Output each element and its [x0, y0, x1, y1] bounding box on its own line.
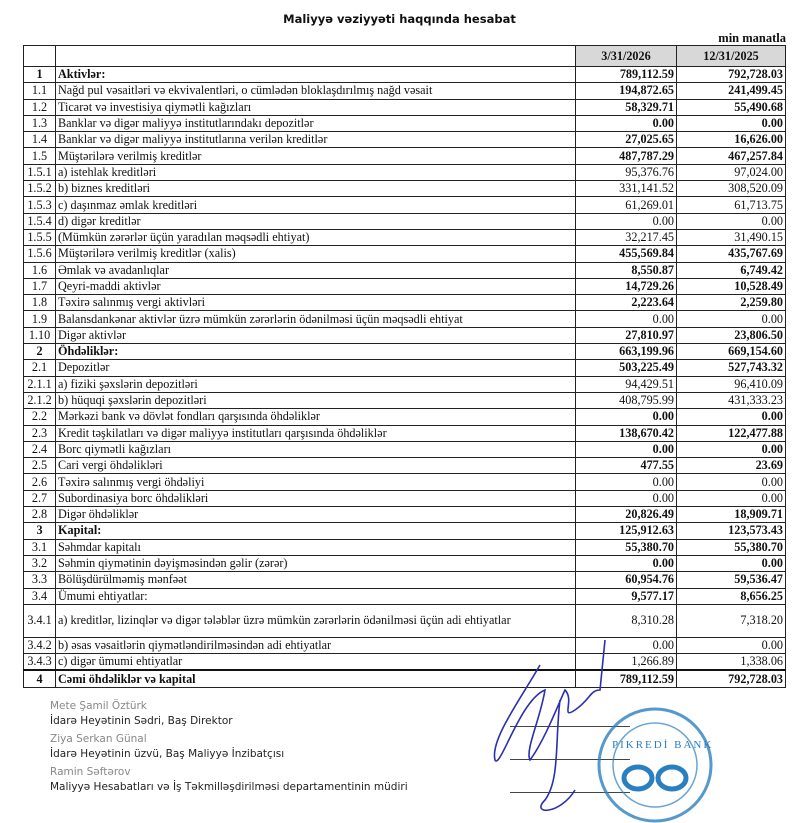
- value-3-31-2026: 0.00: [576, 490, 677, 506]
- row-number: 2.1.2: [24, 392, 56, 408]
- row-number: 2: [24, 344, 56, 360]
- row-number: 1.7: [24, 278, 56, 294]
- row-label: Subordinasiya borc öhdəlikləri: [56, 490, 576, 506]
- value-3-31-2026: 125,912.63: [576, 523, 677, 539]
- row-number: 1.8: [24, 295, 56, 311]
- value-12-31-2025: 308,520.09: [677, 181, 786, 197]
- signatory-name: Mete Şamil Öztürk: [50, 700, 147, 712]
- value-3-31-2026: 194,872.65: [576, 83, 677, 99]
- value-12-31-2025: 122,477.88: [677, 425, 786, 441]
- signatory-position: İdarə Heyətinin Sədri, Baş Direktor: [50, 715, 233, 727]
- row-label: a) istehlak kreditləri: [56, 164, 576, 180]
- value-12-31-2025: 792,728.03: [677, 670, 786, 687]
- signatory-name: Ramin Səftərov: [50, 766, 131, 778]
- row-number: 1.9: [24, 311, 56, 327]
- value-12-31-2025: 0.00: [677, 409, 786, 425]
- value-12-31-2025: 6,749.42: [677, 262, 786, 278]
- value-3-31-2026: 0.00: [576, 213, 677, 229]
- header-date-1: 3/31/2026: [576, 46, 677, 67]
- value-3-31-2026: 55,380.70: [576, 539, 677, 555]
- row-number: 3.4.2: [24, 637, 56, 653]
- row-label: Müştərilərə verilmiş kreditlər: [56, 148, 576, 164]
- row-number: 1.2: [24, 99, 56, 115]
- value-3-31-2026: 27,810.97: [576, 327, 677, 343]
- value-3-31-2026: 20,826.49: [576, 507, 677, 523]
- row-label: Öhdəliklər:: [56, 344, 576, 360]
- row-label: Səhmdar kapitalı: [56, 539, 576, 555]
- row-label: a) kreditlər, lizinqlər və digər tələblər üzrə mümkün zərərlərin ödənilməsi üçün adi ehtiyatlar: [56, 604, 576, 637]
- row-label: Banklar və digər maliyyə institutlarına verilən kreditlər: [56, 132, 576, 148]
- row-label: Kapital:: [56, 523, 576, 539]
- signatory-position: İdarə Heyətinin üzvü, Baş Maliyyə İnzibatçısı: [50, 748, 285, 760]
- value-3-31-2026: 94,429.51: [576, 376, 677, 392]
- row-label: b) hüquqi şəxslərin depozitləri: [56, 392, 576, 408]
- row-number: 3.4: [24, 588, 56, 604]
- value-3-31-2026: 0.00: [576, 555, 677, 571]
- value-3-31-2026: 0.00: [576, 441, 677, 457]
- row-number: 1.5.5: [24, 229, 56, 245]
- row-number: 2.3: [24, 425, 56, 441]
- row-label: a) fiziki şəxslərin depozitləri: [56, 376, 576, 392]
- value-3-31-2026: 60,954.76: [576, 572, 677, 588]
- row-label: Kredit təşkilatları və digər maliyyə institutları qarşısında öhdəliklər: [56, 425, 576, 441]
- row-number: 3: [24, 523, 56, 539]
- signatory-position: Maliyyə Hesabatları və İş Təkmilləşdirilməsi departamentinin müdiri: [50, 781, 408, 793]
- value-12-31-2025: 59,536.47: [677, 572, 786, 588]
- signature-image: [494, 640, 605, 810]
- value-3-31-2026: 455,569.84: [576, 246, 677, 262]
- row-label: Cəmi öhdəliklər və kapital: [56, 670, 576, 687]
- row-label: b) əsas vəsaitlərin qiymətləndirilməsindən adi ehtiyatlar: [56, 637, 576, 653]
- report-title: Maliyyə vəziyyəti haqqında hesabat: [283, 12, 516, 26]
- header-date-2: 12/31/2025: [677, 46, 786, 67]
- value-12-31-2025: 0.00: [677, 637, 786, 653]
- row-number: 2.2: [24, 409, 56, 425]
- value-3-31-2026: 14,729.26: [576, 278, 677, 294]
- row-label: Banklar və digər maliyyə institutlarındakı depozitlər: [56, 115, 576, 131]
- unit-label: min manatla: [718, 31, 786, 45]
- row-number: 1.1: [24, 83, 56, 99]
- value-12-31-2025: 23,806.50: [677, 327, 786, 343]
- value-12-31-2025: 0.00: [677, 555, 786, 571]
- value-3-31-2026: 9,577.17: [576, 588, 677, 604]
- value-12-31-2025: 7,318.20: [677, 604, 786, 637]
- value-3-31-2026: 663,199.96: [576, 344, 677, 360]
- row-label: (Mümkün zərərlər üçün yaradılan məqsədli ehtiyat): [56, 229, 576, 245]
- value-3-31-2026: 0.00: [576, 311, 677, 327]
- row-label: Təxirə salınmış vergi öhdəliyi: [56, 474, 576, 490]
- value-12-31-2025: 123,573.43: [677, 523, 786, 539]
- value-3-31-2026: 8,550.87: [576, 262, 677, 278]
- row-number: 3.2: [24, 555, 56, 571]
- row-label: Ticarət və investisiya qiymətli kağızları: [56, 99, 576, 115]
- row-number: 1: [24, 67, 56, 83]
- row-label: Ümumi ehtiyatlar:: [56, 588, 576, 604]
- row-number: 1.4: [24, 132, 56, 148]
- row-number: 1.10: [24, 327, 56, 343]
- value-12-31-2025: 61,713.75: [677, 197, 786, 213]
- value-12-31-2025: 1,338.06: [677, 654, 786, 671]
- row-label: Təxirə salınmış vergi aktivləri: [56, 295, 576, 311]
- row-number: 1.5: [24, 148, 56, 164]
- value-12-31-2025: 23.69: [677, 458, 786, 474]
- value-12-31-2025: 0.00: [677, 311, 786, 327]
- row-label: Mərkəzi bank və dövlət fondları qarşısında öhdəliklər: [56, 409, 576, 425]
- row-number: 2.1.1: [24, 376, 56, 392]
- row-label: Səhmin qiymətinin dəyişməsindən gəlir (zərər): [56, 555, 576, 571]
- signatory-name: Ziya Serkan Günal: [50, 733, 147, 745]
- value-12-31-2025: 31,490.15: [677, 229, 786, 245]
- value-12-31-2025: 431,333.23: [677, 392, 786, 408]
- value-12-31-2025: 55,380.70: [677, 539, 786, 555]
- svg-text:PIKREDİ BANK: PIKREDİ BANK: [612, 739, 714, 751]
- row-label: Digər öhdəliklər: [56, 507, 576, 523]
- value-12-31-2025: 96,410.09: [677, 376, 786, 392]
- row-label: Digər aktivlər: [56, 327, 576, 343]
- row-number: 1.5.6: [24, 246, 56, 262]
- value-3-31-2026: 32,217.45: [576, 229, 677, 245]
- value-12-31-2025: 527,743.32: [677, 360, 786, 376]
- row-number: 4: [24, 670, 56, 687]
- row-number: 3.4.1: [24, 604, 56, 637]
- value-3-31-2026: 0.00: [576, 474, 677, 490]
- row-number: 1.6: [24, 262, 56, 278]
- value-12-31-2025: 97,024.00: [677, 164, 786, 180]
- value-12-31-2025: 0.00: [677, 115, 786, 131]
- row-label: Borc qiymətli kağızları: [56, 441, 576, 457]
- row-number: 1.3: [24, 115, 56, 131]
- value-12-31-2025: 16,626.00: [677, 132, 786, 148]
- value-3-31-2026: 61,269.01: [576, 197, 677, 213]
- value-3-31-2026: 331,141.52: [576, 181, 677, 197]
- row-label: Cari vergi öhdəlikləri: [56, 458, 576, 474]
- row-number: 2.5: [24, 458, 56, 474]
- value-3-31-2026: 487,787.29: [576, 148, 677, 164]
- value-3-31-2026: 58,329.71: [576, 99, 677, 115]
- row-number: 1.5.4: [24, 213, 56, 229]
- value-12-31-2025: 467,257.84: [677, 148, 786, 164]
- value-3-31-2026: 27,025.65: [576, 132, 677, 148]
- row-number: 2.1: [24, 360, 56, 376]
- row-label: Depozitlər: [56, 360, 576, 376]
- row-label: Müştərilərə verilmiş kreditlər (xalis): [56, 246, 576, 262]
- row-label: b) biznes kreditləri: [56, 181, 576, 197]
- row-label: c) digər ümumi ehtiyatlar: [56, 654, 576, 671]
- row-label: Balansdankənar aktivlər üzrə mümkün zərərlərin ödənilməsi üçün məqsədli ehtiyat: [56, 311, 576, 327]
- value-12-31-2025: 18,909.71: [677, 507, 786, 523]
- value-12-31-2025: 0.00: [677, 474, 786, 490]
- row-number: 3.1: [24, 539, 56, 555]
- row-label: d) digər kreditlər: [56, 213, 576, 229]
- value-3-31-2026: 2,223.64: [576, 295, 677, 311]
- value-12-31-2025: 2,259.80: [677, 295, 786, 311]
- value-3-31-2026: 408,795.99: [576, 392, 677, 408]
- value-12-31-2025: 0.00: [677, 441, 786, 457]
- value-3-31-2026: 789,112.59: [576, 670, 677, 687]
- row-label: c) daşınmaz əmlak kreditləri: [56, 197, 576, 213]
- value-12-31-2025: 8,656.25: [677, 588, 786, 604]
- stamp-image: [599, 709, 713, 821]
- row-number: 2.8: [24, 507, 56, 523]
- value-3-31-2026: 0.00: [576, 637, 677, 653]
- row-number: 1.5.2: [24, 181, 56, 197]
- value-3-31-2026: 477.55: [576, 458, 677, 474]
- value-3-31-2026: 503,225.49: [576, 360, 677, 376]
- row-label: Nağd pul vəsaitləri və ekvivalentləri, o cümlədən bloklaşdırılmış nağd vəsait: [56, 83, 576, 99]
- value-12-31-2025: 10,528.49: [677, 278, 786, 294]
- value-12-31-2025: 792,728.03: [677, 67, 786, 83]
- row-number: 1.5.1: [24, 164, 56, 180]
- row-label: Bölüşdürülməmiş mənfəət: [56, 572, 576, 588]
- value-12-31-2025: 435,767.69: [677, 246, 786, 262]
- row-number: 2.7: [24, 490, 56, 506]
- row-number: 2.4: [24, 441, 56, 457]
- row-number: 1.5.3: [24, 197, 56, 213]
- value-12-31-2025: 241,499.45: [677, 83, 786, 99]
- value-3-31-2026: 0.00: [576, 115, 677, 131]
- value-3-31-2026: 8,310.28: [576, 604, 677, 637]
- value-3-31-2026: 1,266.89: [576, 654, 677, 671]
- value-3-31-2026: 138,670.42: [576, 425, 677, 441]
- value-3-31-2026: 95,376.76: [576, 164, 677, 180]
- value-12-31-2025: 669,154.60: [677, 344, 786, 360]
- row-number: 3.4.3: [24, 654, 56, 671]
- row-label: Əmlak və avadanlıqlar: [56, 262, 576, 278]
- value-12-31-2025: 0.00: [677, 213, 786, 229]
- value-12-31-2025: 55,490.68: [677, 99, 786, 115]
- row-number: 3.3: [24, 572, 56, 588]
- row-number: 2.6: [24, 474, 56, 490]
- row-label: Aktivlər:: [56, 67, 576, 83]
- value-3-31-2026: 0.00: [576, 409, 677, 425]
- row-label: Qeyri-maddi aktivlər: [56, 278, 576, 294]
- value-3-31-2026: 789,112.59: [576, 67, 677, 83]
- value-12-31-2025: 0.00: [677, 490, 786, 506]
